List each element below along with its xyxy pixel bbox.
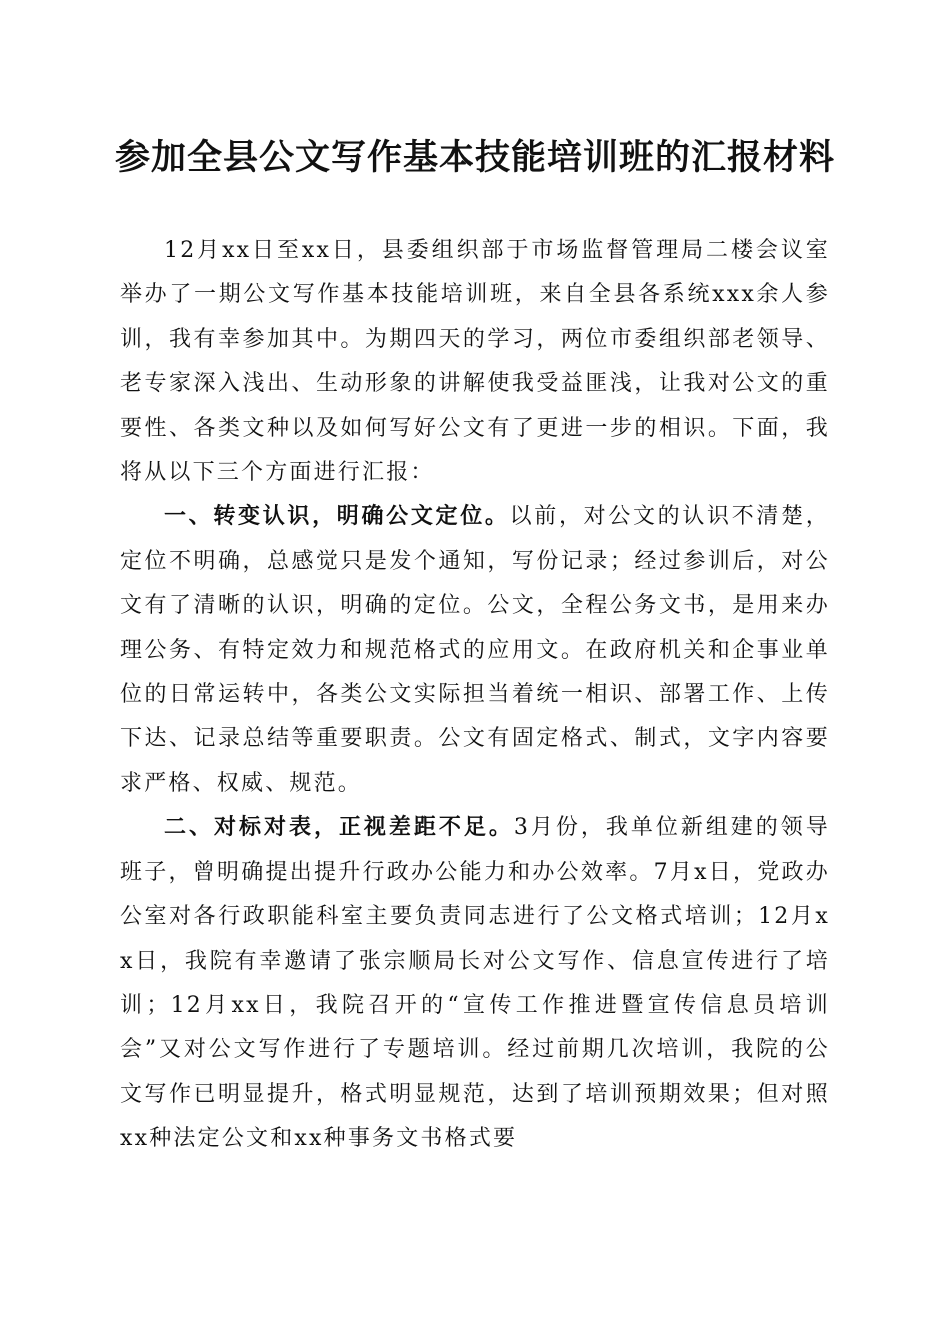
section-heading: 二、对标对表，正视差距不足。 (164, 815, 514, 841)
paragraph-section-1 (120, 495, 830, 806)
paragraph-text: 3月份，我单位新组建的领导班子，曾明确提出提升行政办公能力和办公效率。7月x日，党政办公室对各行政职能科室主要负责同志进行了公文格式培训；12月xx日，我院有幸邀请了张宗顺局长对公文写作、信息宣传进行了培训；12月xx日，我院召开的“宣传工作推进暨宣传信息员培训会”又对公文写作进行了专题培训。经过前期几次培训，我院的公文写作已明显提升，格式明显规范，达到了培训预期效果；但对照xx种法定公文和xx种事务文书格式要 (120, 815, 830, 1152)
paragraph-text: 12月xx日至xx日，县委组织部于市场监督管理局二楼会议室举办了一期公文写作基本技能培训班，来自全县各系统xxx余人参训，我有幸参加其中。为期四天的学习，两位市委组织部老领导、老专家深入浅出、生动形象的讲解使我受益匪浅，让我对公文的重要性、各类文种以及如何写好公文有了更进一步的相识。下面，我将从以下三个方面进行汇报： (120, 238, 830, 486)
document-title: 参加全县公文写作基本技能培训班的汇报材料 (114, 138, 835, 178)
section-heading: 一、转变认识，明确公文定位。 (164, 504, 510, 530)
paragraph-intro (120, 229, 830, 495)
paragraph-section-2 (120, 806, 830, 1161)
document-body (120, 229, 830, 1162)
paragraph-text: 以前，对公文的认识不清楚，定位不明确，总感觉只是发个通知，写份记录；经过参训后，对公文有了清晰的认识，明确的定位。公文，全程公务文书，是用来办理公务、有特定效力和规范格式的应用文。在政府机关和企事业单位的日常运转中，各类公文实际担当着统一相识、部署工作、上传下达、记录总结等重要职责。公文有固定格式、制式，文字内容要求严格、权威、规范。 (120, 504, 830, 796)
